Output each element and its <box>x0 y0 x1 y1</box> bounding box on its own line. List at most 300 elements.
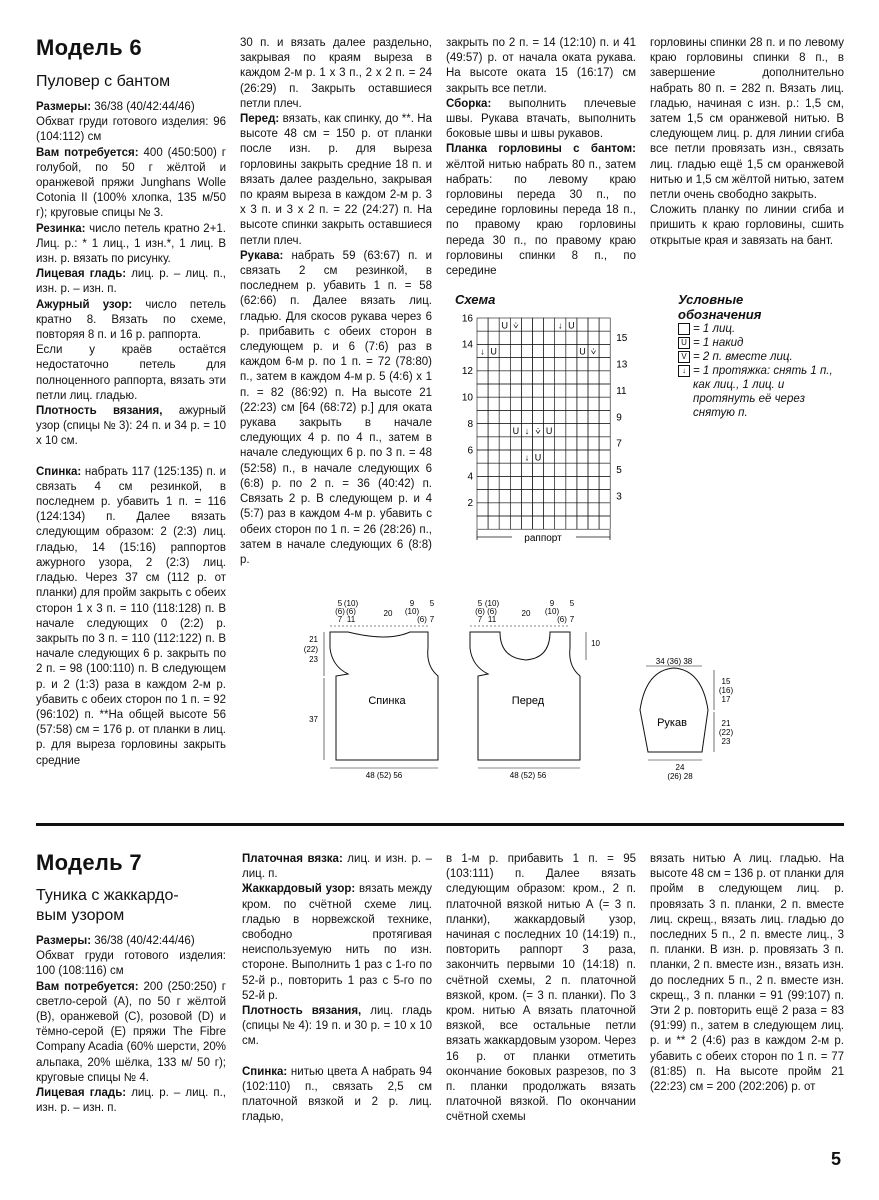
paragraph <box>240 36 432 112</box>
dim-front-6: 11 <box>487 615 497 624</box>
paragraph-label: Лицевая гладь: <box>36 1087 127 1100</box>
dim-front-center: 20 <box>521 609 531 618</box>
chart-cell <box>544 358 555 371</box>
paragraph-label: Рукава: <box>240 249 284 262</box>
chart-cell <box>477 371 488 384</box>
chart-symbol: U <box>534 452 542 463</box>
dim-back-shoulder-1: (10) <box>343 599 359 608</box>
paragraph <box>446 852 636 1126</box>
legend-item <box>678 336 848 350</box>
dim-front-10: 5 <box>569 599 575 608</box>
chart-symbol: U <box>512 425 520 436</box>
model6-subtitle: Пуловер с бантом <box>36 73 171 90</box>
chart-cell <box>533 463 544 476</box>
paragraph-text: выполнить плечевые швы. Рукава втачать, выполнить боковые швы и швы рукавов. <box>446 97 636 141</box>
model7-heading: Модель 7 <box>36 850 142 875</box>
chart-cell <box>510 490 521 503</box>
chart-cell <box>555 463 566 476</box>
chart-cell <box>488 331 499 344</box>
chart-cell <box>599 516 610 529</box>
chart-cell <box>599 424 610 437</box>
chart-cell <box>577 463 588 476</box>
chart-cell <box>533 516 544 529</box>
paragraph <box>36 949 226 979</box>
section-divider <box>36 823 844 826</box>
chart-cell <box>488 318 499 331</box>
chart-cell <box>499 384 510 397</box>
chart-cell <box>521 437 532 450</box>
paragraph-text: нитью цвета А набрать 94 (102:110) п., связать 2,5 см платочной вязкой и 2 р. лиц. гладью, <box>242 1065 432 1124</box>
chart-cell <box>521 476 532 489</box>
paragraph <box>36 115 226 145</box>
chart-symbol: ⩒ <box>590 346 597 357</box>
model7-column-3 <box>446 852 636 1126</box>
paragraph <box>36 267 226 297</box>
paragraph-text: набрать 59 (63:67) п. и связать 2 см резинкой, в последнем р. убавить 1 п. = 58 (62:66) п. Далее вязать лиц. гладью. Для скосов рукава через 6 р. прибавить с обеих сторон в следующем р. и 6 (7:6) раз в каждом 6-м р. по 1 п. = 72 (78:80) п., затем в каждом 4-м р. 5 (4:6) x 1 п. = 82 (86:92) п. На высоте 21 (22:23) см [64 (68:72) р.] для оката рукава закрыть в начале следующих 4 р. по 4 п., затем в начале следующих 6 р. по 3 п. = 48 (52:58) п., в начале следующих 6 (6:8) р. по 2 п. = 36 (40:42) п. Связать 2 р. В следующем р. и 4 (5:7) раз в каждом 4-м р. убавить с обеих сторон по 1 п. = 26 (28:26) п., затем в начале следующих 6 (8:8) р. <box>240 249 432 566</box>
dim-sleeve-cap-3: 17 <box>721 695 731 704</box>
chart-cell <box>577 424 588 437</box>
chart-cell <box>499 397 510 410</box>
paragraph <box>446 36 636 97</box>
chart-cell <box>488 463 499 476</box>
sleeve-outline <box>640 668 708 752</box>
chart-symbol: ⩒ <box>513 320 519 331</box>
chart-cell <box>577 490 588 503</box>
row-number-left: 10 <box>461 392 473 404</box>
chart-cell <box>499 331 510 344</box>
dim-front-8: (10) <box>544 607 560 616</box>
chart-cell <box>488 410 499 423</box>
chart-cell <box>544 437 555 450</box>
chart-cell <box>510 450 521 463</box>
paragraph <box>36 465 226 769</box>
legend-text: = 1 лиц. <box>693 323 736 335</box>
chart-cell <box>566 371 577 384</box>
chart-cell <box>544 384 555 397</box>
paragraph-label: Лицевая гладь: <box>36 268 127 281</box>
dim-back-right-3: (6) <box>417 615 427 624</box>
model7-subtitle-1: Туника с жаккардо- <box>36 887 179 904</box>
paragraph-text: Сложить планку по линии сгиба и пришить к краю горловины, сшить открытые края и завязать на бант. <box>650 204 844 247</box>
paragraph <box>36 222 226 268</box>
chart-symbol: U <box>545 425 553 436</box>
paragraph-label: Спинка: <box>242 1065 288 1078</box>
chart-cell <box>477 424 488 437</box>
chart-cell <box>566 397 577 410</box>
paragraph <box>242 1004 432 1050</box>
chart-cell <box>533 344 544 357</box>
paragraph <box>242 882 432 1004</box>
model6-column-1 <box>36 100 226 769</box>
paragraph-text: вязать, как спинку, до **. На высоте 48 см = 150 р. от планки после изн. р. для выреза горловины закрыть средние 18 п. и вязать далее раздельно, закрывая по краям выреза в каждом 2-м р. 3 x 3 п. и 3 x 2 п. = 22 (24:27) п. На высоте спинки закрыть оставшиеся петли плеч. <box>240 113 432 247</box>
chart-cell <box>588 384 599 397</box>
chart-cell <box>577 410 588 423</box>
chart-cell <box>555 490 566 503</box>
chart-cell <box>599 371 610 384</box>
chart-cell <box>577 437 588 450</box>
chart-cell <box>488 424 499 437</box>
paragraph-label: Плотность вязания, <box>36 405 163 418</box>
chart-cell <box>599 437 610 450</box>
paragraph <box>242 852 432 882</box>
chart-cell <box>521 503 532 516</box>
chart-cell <box>599 318 610 331</box>
chart-cell <box>599 476 610 489</box>
lace-chart <box>450 312 640 548</box>
chart-cell <box>533 371 544 384</box>
chart-symbol: U <box>501 320 508 331</box>
paragraph-text: 400 (450:500) г голубой, по 50 г жёлтой и оранжевой пряжи Junghans Wolle Cotonia II (100% хлопка, 135 м/50 г); круговые спицы № 3. <box>36 146 226 220</box>
paragraph-label: Спинка: <box>36 465 82 478</box>
chart-cell <box>555 424 566 437</box>
chart-cell <box>599 344 610 357</box>
paragraph <box>446 142 636 279</box>
paragraph <box>36 1086 226 1116</box>
chart-cell <box>588 318 599 331</box>
dim-back-neck-2: (6) <box>335 607 345 616</box>
chart-cell <box>510 358 521 371</box>
chart-symbol: ↓ <box>524 452 530 463</box>
paragraph-label: Вам потребуется: <box>36 980 139 993</box>
paragraph <box>650 36 844 203</box>
chart-cell <box>521 318 532 331</box>
chart-cell <box>599 503 610 516</box>
chart-cell <box>499 437 510 450</box>
legend-title-2: обозначения <box>678 307 762 322</box>
row-number-left: 12 <box>461 366 473 378</box>
chart-cell <box>544 516 555 529</box>
paragraph-text: 36/38 (40/42:44/46) <box>91 935 195 947</box>
chart-cell <box>521 344 532 357</box>
chart-cell <box>521 463 532 476</box>
chart-cell <box>521 516 532 529</box>
chart-cell <box>555 331 566 344</box>
chart-cell <box>588 331 599 344</box>
chart-cell <box>577 358 588 371</box>
chart-cell <box>588 437 599 450</box>
chart-cell <box>499 476 510 489</box>
chart-cell <box>599 490 610 503</box>
paragraph-text: вязать между кром. по счётной схеме лиц. гладью в норвежской технике, свободно протягивая неиспользуемую нить по изн. стороне. Выполнить 1 раз с 1-го по 52-й р., повторить 1 раз с 5-го по 52-й р. <box>242 883 432 1002</box>
paragraph-text: жёлтой нитью набрать 80 п., затем набрать: по левому краю горловины переда 30 п., по середине горловины переда 18 п., по правому краю горловины переда 30 п., по правому краю горловины спинки 8 п., по середине <box>446 158 636 278</box>
chart-cell <box>588 463 599 476</box>
chart-cell <box>488 437 499 450</box>
chart-cell <box>566 424 577 437</box>
chart-cell <box>555 476 566 489</box>
chart-cell <box>577 503 588 516</box>
chart-cell <box>588 490 599 503</box>
row-number-left: 14 <box>461 339 473 351</box>
chart-cell <box>488 397 499 410</box>
paragraph-label: Размеры: <box>36 101 92 113</box>
chart-cell <box>510 331 521 344</box>
chart-cell <box>544 331 555 344</box>
chart-cell <box>510 371 521 384</box>
row-number-left: 16 <box>461 313 473 325</box>
dim-front-neck: 10 <box>591 639 600 648</box>
chart-cell <box>488 384 499 397</box>
dim-armhole-1: 21 <box>309 635 318 644</box>
chart-cell <box>566 503 577 516</box>
paragraph-text: число петель кратно 2+1. Лиц. р.: * 1 лиц., 1 изн.*, 1 лиц. В изн. р. вязать по рисунку. <box>36 222 226 266</box>
chart-cell <box>555 344 566 357</box>
chart-symbol: U <box>568 320 575 331</box>
chart-cell <box>499 490 510 503</box>
dim-back-right-1: 9 <box>409 599 415 608</box>
schema-title: Схема <box>455 292 496 307</box>
chart-cell <box>599 384 610 397</box>
chart-cell <box>599 463 610 476</box>
chart-cell <box>499 358 510 371</box>
paragraph-label: Вам потребуется: <box>36 146 139 159</box>
chart-cell <box>533 384 544 397</box>
paragraph <box>240 112 432 249</box>
chart-cell <box>566 410 577 423</box>
row-number-left: 6 <box>467 445 473 457</box>
chart-cell <box>555 516 566 529</box>
dim-back-shoulder-3: 11 <box>346 615 356 624</box>
legend-symbol: ↓ <box>678 365 690 377</box>
chart-cell <box>555 410 566 423</box>
row-number-right: 15 <box>616 333 628 345</box>
dim-armhole-3: 23 <box>309 655 318 664</box>
paragraph-label: Плотность вязания, <box>242 1005 362 1018</box>
pattern-schematics <box>300 596 740 790</box>
chart-cell <box>577 476 588 489</box>
chart-cell <box>510 437 521 450</box>
chart-cell <box>566 490 577 503</box>
row-number-right: 11 <box>616 385 627 397</box>
chart-cell <box>488 490 499 503</box>
paragraph <box>650 852 844 1095</box>
chart-cell <box>510 503 521 516</box>
chart-cell <box>533 503 544 516</box>
dim-front-2: (6) <box>475 607 485 616</box>
legend-title-1: Условные <box>678 292 744 307</box>
legend-text: = 1 протяжка: снять 1 п., как лиц., 1 лиц. и протянуть её через снятую п. <box>693 365 833 419</box>
chart-cell <box>477 463 488 476</box>
paragraph-label: Сборка: <box>446 97 492 110</box>
chart-cell <box>510 516 521 529</box>
chart-cell <box>588 397 599 410</box>
paragraph-gap <box>242 1050 432 1065</box>
chart-cell <box>521 490 532 503</box>
paragraph-text: число петель кратно 8. Вязать по схеме, повторяя 8 п. и 16 р. раппорта. <box>36 298 226 342</box>
dim-sleeve-top: 34 (36) 38 <box>655 657 693 666</box>
chart-cell <box>588 503 599 516</box>
dim-back-right-4: 5 <box>429 599 435 608</box>
chart-cell <box>488 358 499 371</box>
chart-cell <box>566 476 577 489</box>
paragraph <box>36 934 226 949</box>
model6-heading: Модель 6 <box>36 35 142 60</box>
chart-cell <box>544 397 555 410</box>
chart-cell <box>477 503 488 516</box>
chart-cell <box>566 450 577 463</box>
paragraph-text: 36/38 (40/42:44/46) <box>91 101 195 113</box>
chart-cell <box>510 476 521 489</box>
paragraph <box>446 97 636 143</box>
chart-cell <box>588 371 599 384</box>
chart-cell <box>477 397 488 410</box>
dim-sleeve-cap-2: (16) <box>718 686 734 695</box>
dim-front-5: (6) <box>487 607 497 616</box>
chart-cell <box>499 344 510 357</box>
chart-cell <box>533 331 544 344</box>
chart-cell <box>577 384 588 397</box>
chart-cell <box>577 371 588 384</box>
dim-front-4: (10) <box>484 599 500 608</box>
chart-cell <box>555 437 566 450</box>
paragraph-label: Жаккардовый узор: <box>242 883 356 896</box>
paragraph-label: Перед: <box>240 113 280 126</box>
model7-column-1 <box>36 934 226 1116</box>
chart-cell <box>477 516 488 529</box>
chart-cell <box>477 476 488 489</box>
chart-symbol: ⩒ <box>535 425 541 436</box>
back-label: Спинка <box>368 695 406 707</box>
row-number-left: 4 <box>467 471 473 483</box>
chart-cell <box>477 358 488 371</box>
model6-column-2 <box>240 36 432 568</box>
row-number-left: 2 <box>467 498 473 510</box>
chart-cell <box>477 318 488 331</box>
chart-cell <box>544 318 555 331</box>
paragraph-label: Размеры: <box>36 935 92 947</box>
paragraph-text: закрыть по 2 п. = 14 (12:10) п. и 41 (49:57) р. от начала оката рукава. На высоте оката 15 (16:17) см закрыть все петли. <box>446 37 636 95</box>
paragraph-text: Обхват груди готового изделия: 100 (108:116) см <box>36 950 226 978</box>
chart-symbol: ↓ <box>480 346 485 357</box>
chart-symbol: U <box>579 346 586 357</box>
row-number-right: 5 <box>616 465 622 477</box>
paragraph-label: Планка горловины с бантом: <box>446 143 636 156</box>
dim-front-3: 7 <box>477 615 483 624</box>
chart-cell <box>510 384 521 397</box>
chart-cell <box>510 397 521 410</box>
paragraph <box>36 404 226 450</box>
dim-armhole-2: (22) <box>303 645 318 654</box>
dim-sleeve-len-3: 23 <box>721 737 731 746</box>
dim-front-width: 48 (52) 56 <box>509 771 547 780</box>
chart-cell <box>588 410 599 423</box>
chart-cell <box>521 410 532 423</box>
chart-cell <box>566 358 577 371</box>
chart-cell <box>488 476 499 489</box>
front-label: Перед <box>511 695 545 707</box>
legend-text: = 2 п. вместе лиц. <box>693 351 793 363</box>
chart-cell <box>599 410 610 423</box>
paragraph-text: Если у краёв остаётся недостаточно петель для полноценного раппорта, вязать эти петли лиц. гладью. <box>36 344 226 402</box>
row-number-right: 7 <box>616 438 622 450</box>
chart-cell <box>588 450 599 463</box>
chart-symbol: ↓ <box>524 425 530 436</box>
chart-cell <box>521 384 532 397</box>
dim-sleeve-len-2: (22) <box>718 728 734 737</box>
chart-cell <box>544 371 555 384</box>
chart-cell <box>477 331 488 344</box>
chart-cell <box>566 463 577 476</box>
dim-back-neck-3: 7 <box>337 615 343 624</box>
chart-cell <box>510 410 521 423</box>
chart-cell <box>544 344 555 357</box>
paragraph-label: Ажурный узор: <box>36 298 133 311</box>
chart-cell <box>488 516 499 529</box>
chart-cell <box>566 331 577 344</box>
paragraph-text: в 1-м р. прибавить 1 п. = 95 (103:111) п. Далее вязать следующим образом: кром., 2 п. платочной вязкой нитью А (= 3 п. планки), жаккардовый узор, начиная с последних 10 (14:19) п., повторить раппорт 3 раза, закончить первыми 10 (14:18) п. счётной схемы, 2 п. платочной вязкой, кром. (= 3 п. планки). По 3 кром. нитью А вязать платочной вязкой, все остальные петли вязать жаккардовым узором. Через 16 р. от планки отметить окончание боковых разрезов, по 3 п. планки продолжать вязать платочной вязкой. По окончании счётной схемы <box>446 853 636 1124</box>
chart-cell <box>555 358 566 371</box>
row-number-right: 3 <box>616 491 622 503</box>
chart-cell <box>521 358 532 371</box>
paragraph-gap <box>36 450 226 465</box>
paragraph-text: 30 п. и вязать далее раздельно, закрывая по краям выреза в каждом 2-м р. 1 x 3 п., 2 x 2 п. = 24 (26:29) п. Закрыть оставшиеся петли плеч. <box>240 37 432 110</box>
chart-cell <box>499 410 510 423</box>
chart-cell <box>499 503 510 516</box>
chart-cell <box>521 397 532 410</box>
chart-cell <box>499 424 510 437</box>
legend-item <box>678 350 848 364</box>
chart-cell <box>566 516 577 529</box>
chart-cell <box>555 503 566 516</box>
chart-cell <box>544 450 555 463</box>
paragraph-label: Платочная вязка: <box>242 853 343 865</box>
dim-front-7: 9 <box>549 599 555 608</box>
chart-cell <box>555 371 566 384</box>
dim-back-right-2: (10) <box>404 607 420 616</box>
chart-cell <box>488 371 499 384</box>
dim-sleeve-len-1: 21 <box>721 719 731 728</box>
chart-cell <box>577 397 588 410</box>
chart-cell <box>510 463 521 476</box>
chart-cell <box>577 450 588 463</box>
chart-cell <box>577 331 588 344</box>
row-number-right: 9 <box>616 412 622 424</box>
paragraph <box>242 1065 432 1126</box>
chart-cell <box>577 318 588 331</box>
chart-cell <box>521 331 532 344</box>
page-number: 5 <box>830 1149 841 1169</box>
paragraph <box>36 146 226 222</box>
chart-cell <box>588 516 599 529</box>
paragraph <box>650 203 844 249</box>
paragraph-text: набрать 117 (125:135) п. и связать 4 см резинкой, в последнем р. убавить 1 п. = 116 (124:134) п. Далее вязать следующим образом: 2 (2:3) лиц. гладью, 14 (15:16) раппортов ажурного узора, 2 (2:3) лиц. гладью. Через 37 см (112 р. от планки) для пройм закрыть с обеих сторон 1 x 3 п. = 110 (118:128) п. В начале следующих 0 (2:2) р. закрыть по 3 п. = 110 (112:122) п. В начале следующих 6 р. закрыть по 2 п. = 98 (100:110) п. В следующем р. и 2 (1:3) раза в каждом 2-м р. убавить с обеих сторон по 1 п. = 92 (96:102) п. **На общей высоте 56 (57:58) см = 176 р. от планки в лиц. р. для выреза горловины закрыть средние <box>36 465 226 767</box>
legend-symbol <box>678 323 690 335</box>
chart-cell <box>488 503 499 516</box>
dim-back-right-5: 7 <box>429 615 435 624</box>
chart-cell <box>499 463 510 476</box>
legend-text: = 1 накид <box>693 337 744 349</box>
chart-cell <box>533 476 544 489</box>
paragraph <box>240 249 432 568</box>
legend <box>678 292 848 420</box>
legend-symbol: U <box>678 337 690 349</box>
model6-column-4 <box>650 36 844 249</box>
legend-symbol: V <box>678 351 690 363</box>
dim-sleeve-bottom-2: (26) 28 <box>667 772 693 781</box>
paragraph-text: лиц. р. – лиц. п., изн. р. – изн. п. <box>36 268 226 296</box>
chart-cell <box>477 437 488 450</box>
dim-back-neck-1: 5 <box>337 599 343 608</box>
legend-item <box>678 322 848 336</box>
model6-column-3 <box>446 36 636 279</box>
paragraph-text: лиц. р. – лиц. п., изн. р. – изн. п. <box>36 1087 226 1115</box>
chart-cell <box>599 358 610 371</box>
paragraph-label: Резинка: <box>36 222 86 235</box>
row-number-right: 13 <box>616 359 628 371</box>
dim-front-11: 7 <box>569 615 575 624</box>
chart-cell <box>533 437 544 450</box>
model7-column-2 <box>242 852 432 1125</box>
chart-cell <box>588 476 599 489</box>
